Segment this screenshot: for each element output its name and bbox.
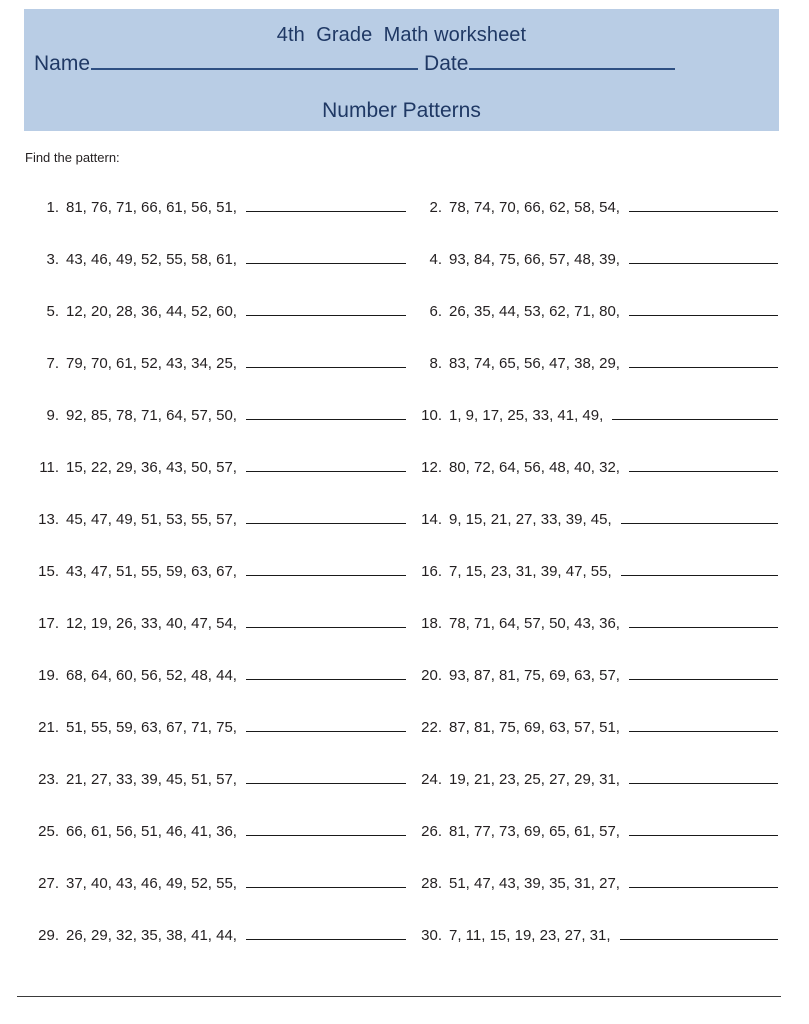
problem-item <box>22 250 418 269</box>
problem-item <box>22 510 418 529</box>
problem-row <box>22 926 787 978</box>
worksheet-header-band <box>24 9 779 131</box>
problem-sequence: 81, 77, 73, 69, 65, 61, 57, <box>449 823 620 840</box>
footer-divider <box>17 996 781 997</box>
problem-row <box>22 354 787 406</box>
page-subtitle: Number Patterns <box>322 99 481 122</box>
answer-blank[interactable] <box>246 874 406 888</box>
problem-sequence: 92, 85, 78, 71, 64, 57, 50, <box>66 407 237 424</box>
problem-number: 29. <box>38 927 59 944</box>
problem-row <box>22 562 787 614</box>
instruction-text: Find the pattern: <box>25 150 120 165</box>
problem-sequence: 26, 29, 32, 35, 38, 41, 44, <box>66 927 237 944</box>
problem-item <box>22 718 418 737</box>
problem-item <box>418 926 800 945</box>
problem-item <box>22 822 418 841</box>
answer-blank[interactable] <box>621 562 778 576</box>
problem-sequence: 21, 27, 33, 39, 45, 51, 57, <box>66 771 237 788</box>
problem-number: 6. <box>429 303 442 320</box>
problem-number: 25. <box>38 823 59 840</box>
problem-number: 21. <box>38 719 59 736</box>
date-label: Date <box>424 52 469 75</box>
problem-sequence: 43, 46, 49, 52, 55, 58, 61, <box>66 251 237 268</box>
problem-sequence: 93, 84, 75, 66, 57, 48, 39, <box>449 251 620 268</box>
problem-item <box>22 458 418 477</box>
problem-sequence: 1, 9, 17, 25, 33, 41, 49, <box>449 407 604 424</box>
answer-blank[interactable] <box>246 354 406 368</box>
problem-number: 18. <box>421 615 442 632</box>
problem-sequence: 15, 22, 29, 36, 43, 50, 57, <box>66 459 237 476</box>
problem-number: 1. <box>46 199 59 216</box>
problem-row <box>22 874 787 926</box>
name-input[interactable] <box>91 51 418 70</box>
problem-sequence: 81, 76, 71, 66, 61, 56, 51, <box>66 199 237 216</box>
answer-blank[interactable] <box>246 250 406 264</box>
problem-number: 15. <box>38 563 59 580</box>
problem-number: 2. <box>429 199 442 216</box>
problem-number: 14. <box>421 511 442 528</box>
problem-item <box>22 926 418 945</box>
problem-sequence: 83, 74, 65, 56, 47, 38, 29, <box>449 355 620 372</box>
answer-blank[interactable] <box>246 406 406 420</box>
problem-item <box>418 666 800 685</box>
answer-blank[interactable] <box>629 718 778 732</box>
problem-item <box>418 718 800 737</box>
problem-number: 28. <box>421 875 442 892</box>
problem-sequence: 37, 40, 43, 46, 49, 52, 55, <box>66 875 237 892</box>
problem-row <box>22 666 787 718</box>
problem-item <box>418 302 800 321</box>
problem-number: 24. <box>421 771 442 788</box>
answer-blank[interactable] <box>246 718 406 732</box>
problem-row <box>22 510 787 562</box>
problem-item <box>22 406 418 425</box>
problem-number: 8. <box>429 355 442 372</box>
name-label: Name <box>34 52 91 75</box>
problem-row <box>22 770 787 822</box>
answer-blank[interactable] <box>629 198 778 212</box>
problem-sequence: 51, 47, 43, 39, 35, 31, 27, <box>449 875 620 892</box>
problem-item <box>418 770 800 789</box>
problem-sequence: 43, 47, 51, 55, 59, 63, 67, <box>66 563 237 580</box>
problem-item <box>22 770 418 789</box>
problem-sequence: 79, 70, 61, 52, 43, 34, 25, <box>66 355 237 372</box>
problem-number: 16. <box>421 563 442 580</box>
problem-number: 23. <box>38 771 59 788</box>
problem-sequence: 68, 64, 60, 56, 52, 48, 44, <box>66 667 237 684</box>
problem-sequence: 93, 87, 81, 75, 69, 63, 57, <box>449 667 620 684</box>
problem-sequence: 78, 71, 64, 57, 50, 43, 36, <box>449 615 620 632</box>
answer-blank[interactable] <box>629 250 778 264</box>
problems-grid <box>22 198 787 978</box>
problem-sequence: 78, 74, 70, 66, 62, 58, 54, <box>449 199 620 216</box>
problem-number: 3. <box>46 251 59 268</box>
problem-sequence: 66, 61, 56, 51, 46, 41, 36, <box>66 823 237 840</box>
problem-item <box>418 250 800 269</box>
problem-row <box>22 198 787 250</box>
problem-item <box>22 666 418 685</box>
problem-number: 12. <box>421 459 442 476</box>
problem-item <box>22 354 418 373</box>
problem-item <box>22 562 418 581</box>
answer-blank[interactable] <box>246 562 406 576</box>
answer-blank[interactable] <box>612 406 778 420</box>
answer-blank[interactable] <box>246 926 406 940</box>
problem-row <box>22 302 787 354</box>
problem-row <box>22 614 787 666</box>
problem-item <box>418 510 800 529</box>
problem-sequence: 87, 81, 75, 69, 63, 57, 51, <box>449 719 620 736</box>
problem-item <box>418 354 800 373</box>
problem-number: 5. <box>46 303 59 320</box>
answer-blank[interactable] <box>629 614 778 628</box>
problem-number: 10. <box>421 407 442 424</box>
answer-blank[interactable] <box>246 510 406 524</box>
problem-sequence: 26, 35, 44, 53, 62, 71, 80, <box>449 303 620 320</box>
problem-number: 22. <box>421 719 442 736</box>
problem-number: 27. <box>38 875 59 892</box>
answer-blank[interactable] <box>246 458 406 472</box>
problem-item <box>418 822 800 841</box>
problem-number: 9. <box>46 407 59 424</box>
answer-blank[interactable] <box>621 510 778 524</box>
problem-sequence: 80, 72, 64, 56, 48, 40, 32, <box>449 459 620 476</box>
problem-row <box>22 718 787 770</box>
problem-number: 4. <box>429 251 442 268</box>
problem-number: 20. <box>421 667 442 684</box>
problem-sequence: 9, 15, 21, 27, 33, 39, 45, <box>449 511 612 528</box>
answer-blank[interactable] <box>246 770 406 784</box>
answer-blank[interactable] <box>246 666 406 680</box>
problem-item <box>418 614 800 633</box>
problem-sequence: 19, 21, 23, 25, 27, 29, 31, <box>449 771 620 788</box>
problem-item <box>418 562 800 581</box>
problem-row <box>22 822 787 874</box>
problem-number: 26. <box>421 823 442 840</box>
problem-number: 30. <box>421 927 442 944</box>
answer-blank[interactable] <box>629 458 778 472</box>
page-title: 4th Grade Math worksheet <box>276 24 527 46</box>
answer-blank[interactable] <box>629 770 778 784</box>
problem-sequence: 12, 20, 28, 36, 44, 52, 60, <box>66 303 237 320</box>
problem-number: 17. <box>38 615 59 632</box>
problem-sequence: 51, 55, 59, 63, 67, 71, 75, <box>66 719 237 736</box>
problem-row <box>22 458 787 510</box>
problem-item <box>418 198 800 217</box>
problem-item <box>22 302 418 321</box>
answer-blank[interactable] <box>629 354 778 368</box>
date-input[interactable] <box>469 51 675 70</box>
answer-blank[interactable] <box>629 302 778 316</box>
problem-number: 19. <box>38 667 59 684</box>
problem-sequence: 12, 19, 26, 33, 40, 47, 54, <box>66 615 237 632</box>
problem-sequence: 7, 11, 15, 19, 23, 27, 31, <box>449 927 611 944</box>
name-date-row <box>34 51 769 76</box>
problem-item <box>22 874 418 893</box>
answer-blank[interactable] <box>246 198 406 212</box>
problem-item <box>22 614 418 633</box>
problem-number: 11. <box>39 459 59 476</box>
problem-item <box>22 198 418 217</box>
answer-blank[interactable] <box>246 822 406 836</box>
problem-number: 7. <box>46 355 59 372</box>
problem-row <box>22 250 787 302</box>
answer-blank[interactable] <box>620 926 778 940</box>
answer-blank[interactable] <box>629 874 778 888</box>
answer-blank[interactable] <box>246 614 406 628</box>
problem-row <box>22 406 787 458</box>
problem-sequence: 7, 15, 23, 31, 39, 47, 55, <box>449 563 612 580</box>
problem-item <box>418 406 800 425</box>
problem-sequence: 45, 47, 49, 51, 53, 55, 57, <box>66 511 237 528</box>
answer-blank[interactable] <box>629 822 778 836</box>
answer-blank[interactable] <box>246 302 406 316</box>
problem-item <box>418 874 800 893</box>
problem-number: 13. <box>38 511 59 528</box>
problem-item <box>418 458 800 477</box>
answer-blank[interactable] <box>629 666 778 680</box>
